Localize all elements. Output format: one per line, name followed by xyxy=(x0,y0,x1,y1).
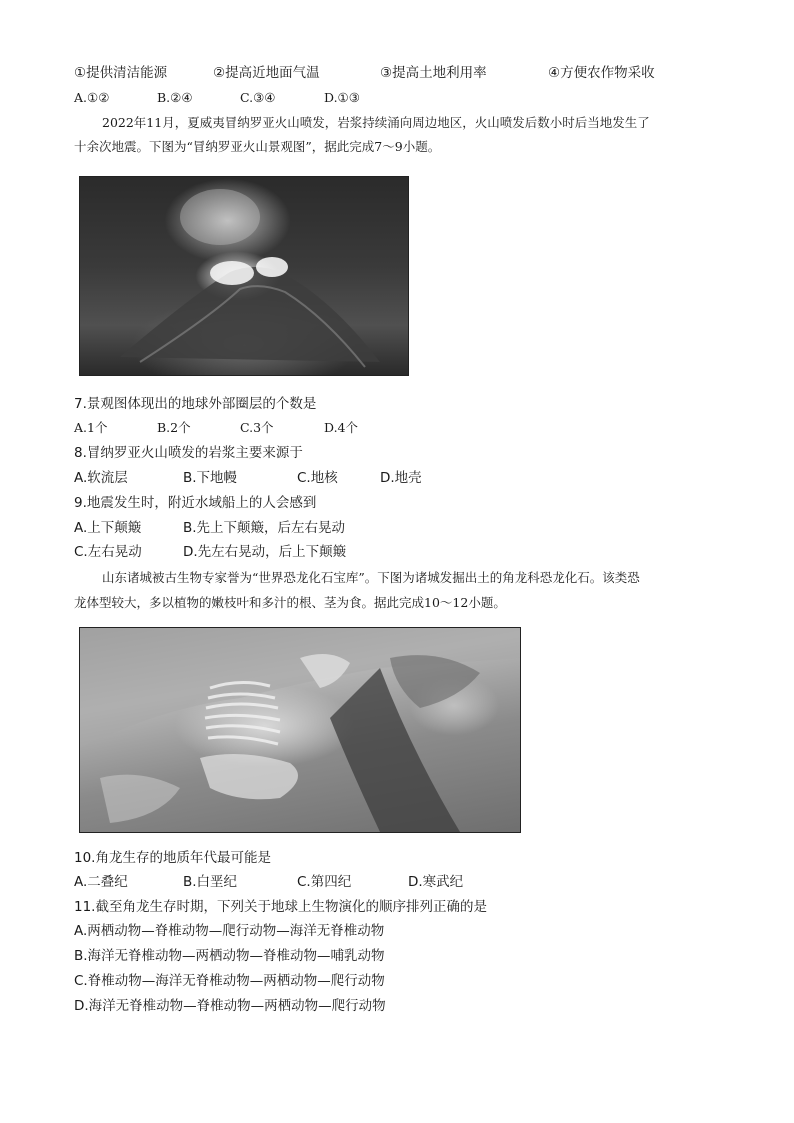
volcano-intro-line-1: 2022年11月，夏威夷冒纳罗亚火山喷发，岩浆持续涌向周边地区，火山喷发后数小时后当地发生了 xyxy=(102,115,650,130)
q8-stem: 8.冒纳罗亚火山喷发的岩浆主要来源于 xyxy=(74,445,303,461)
q6-option-d: D.①③ xyxy=(324,90,360,105)
q7-stem: 7.景观图体现出的地球外部圈层的个数是 xyxy=(74,396,317,412)
q8-option-c: C.地核 xyxy=(297,470,338,486)
q8-option-a: A.软流层 xyxy=(74,470,128,486)
q11-option-d: D.海洋无脊椎动物—脊椎动物—两栖动物—爬行动物 xyxy=(74,998,386,1014)
q9-option-c: C.左右晃动 xyxy=(74,544,142,560)
q7-option-c: C.3个 xyxy=(240,420,274,435)
q10-stem: 10.角龙生存的地质年代最可能是 xyxy=(74,850,271,866)
volcano-landscape-photo xyxy=(79,176,409,376)
q6-option-b: B.②④ xyxy=(157,90,193,105)
dino-intro-line-1: 山东诸城被古生物专家誉为“世界恐龙化石宝库”。下图为诸城发掘出土的角龙科恐龙化石。该类恐 xyxy=(102,570,640,585)
q9-option-b: B.先上下颠簸，后左右晃动 xyxy=(183,520,346,536)
q11-stem: 11.截至角龙生存时期，下列关于地球上生物演化的顺序排列正确的是 xyxy=(74,899,487,915)
q6-option-a: A.①② xyxy=(74,90,110,105)
volcano-intro-line-2: 十余次地震。下图为“冒纳罗亚火山景观图”，据此完成7～9小题。 xyxy=(74,139,441,154)
q11-option-a: A.两栖动物—脊椎动物—爬行动物—海洋无脊椎动物 xyxy=(74,923,385,939)
q6-statement-3: ③提高土地利用率 xyxy=(380,65,487,81)
q8-option-d: D.地壳 xyxy=(380,470,422,486)
q11-option-b: B.海洋无脊椎动物—两栖动物—脊椎动物—哺乳动物 xyxy=(74,948,385,964)
q10-option-a: A.二叠纪 xyxy=(74,874,128,890)
q10-option-c: C.第四纪 xyxy=(297,874,352,890)
ceratopsian-fossil-photo xyxy=(79,627,521,833)
q9-option-d: D.先左右晃动，后上下颠簸 xyxy=(183,544,347,560)
q9-option-a: A.上下颠簸 xyxy=(74,520,142,536)
q10-option-b: B.白垩纪 xyxy=(183,874,238,890)
q8-option-b: B.下地幔 xyxy=(183,470,238,486)
q9-stem: 9.地震发生时，附近水域船上的人会感到 xyxy=(74,495,317,511)
q10-option-d: D.寒武纪 xyxy=(408,874,464,890)
q6-statement-1: ①提供清洁能源 xyxy=(74,65,168,81)
q7-option-d: D.4个 xyxy=(324,420,359,435)
q11-option-c: C.脊椎动物—海洋无脊椎动物—两栖动物—爬行动物 xyxy=(74,973,385,989)
q7-option-b: B.2个 xyxy=(157,420,191,435)
dino-intro-line-2: 龙体型较大，多以植物的嫩枝叶和多汁的根、茎为食。据此完成10～12小题。 xyxy=(74,595,506,610)
q6-option-c: C.③④ xyxy=(240,90,276,105)
q6-statement-4: ④方便农作物采收 xyxy=(548,65,655,81)
q6-statement-2: ②提高近地面气温 xyxy=(213,65,320,81)
q7-option-a: A.1个 xyxy=(74,420,108,435)
